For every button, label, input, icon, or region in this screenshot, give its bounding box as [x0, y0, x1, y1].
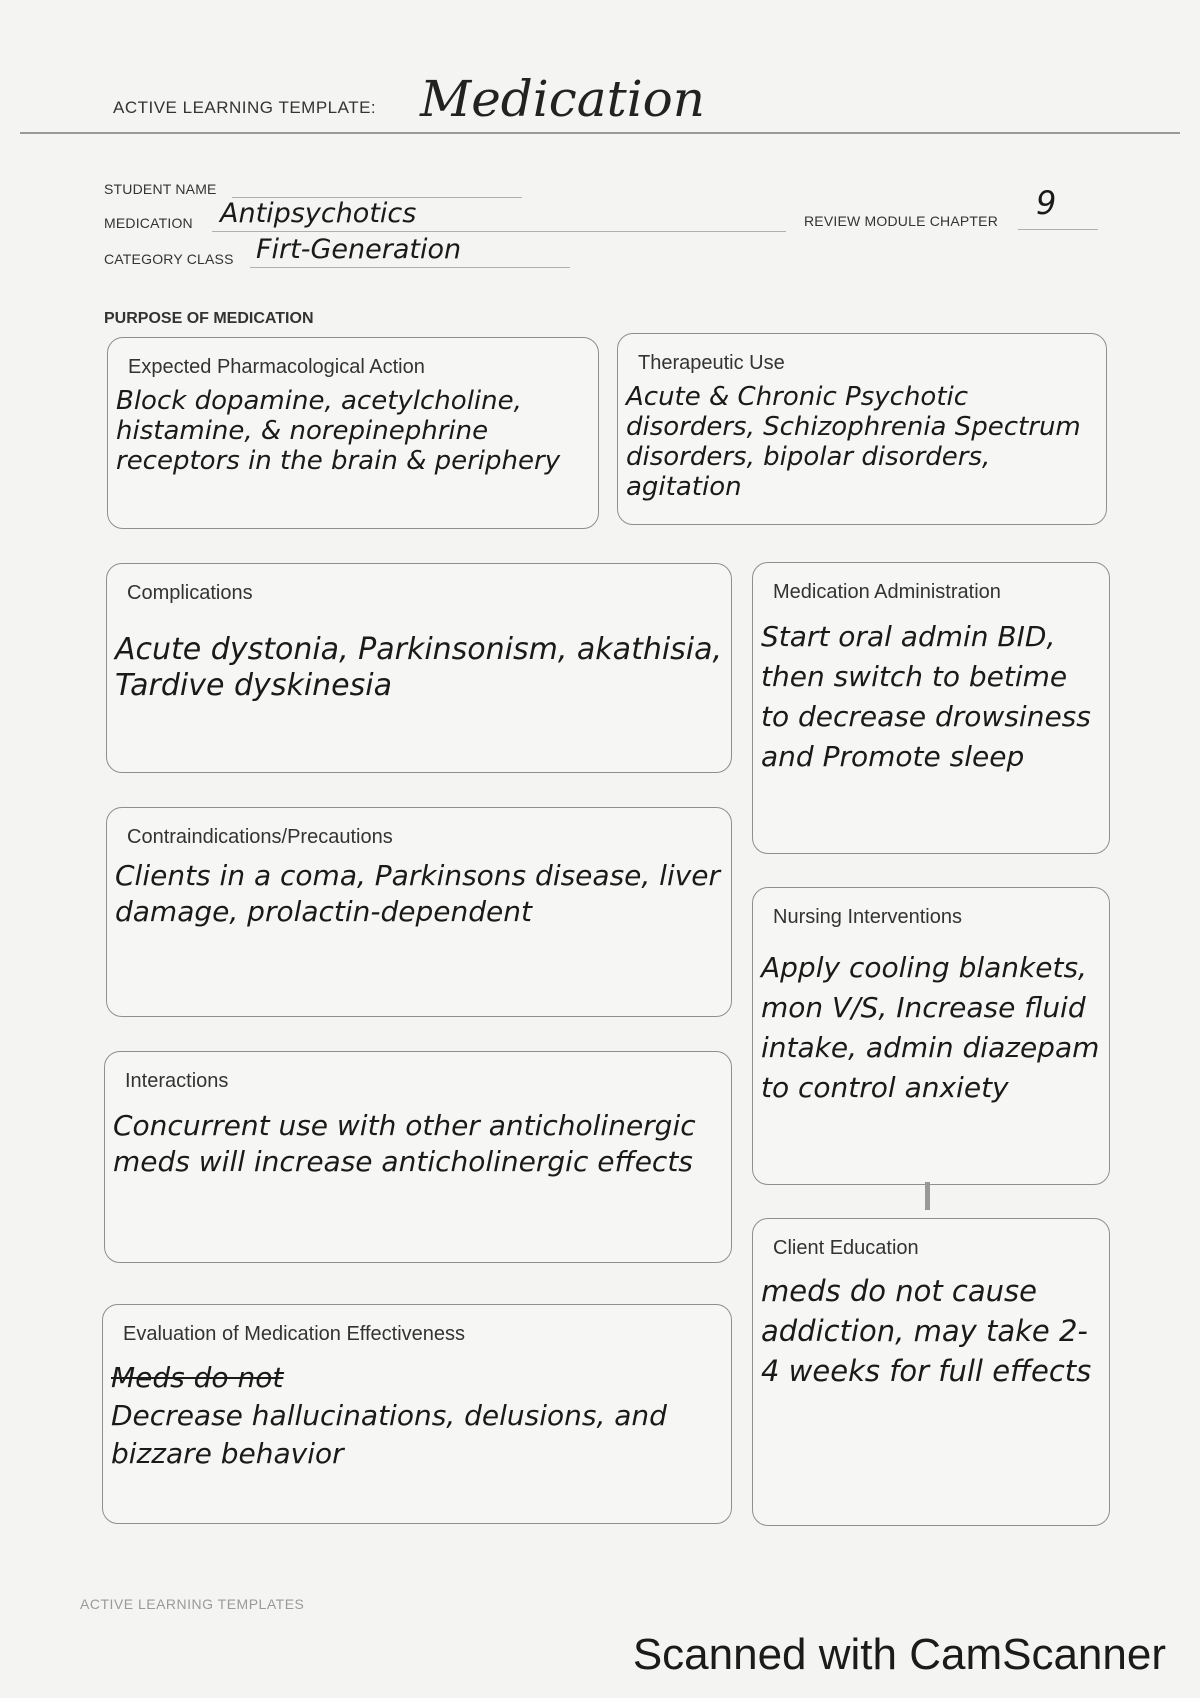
- pharm-action-box: [107, 337, 599, 529]
- complications-title: Complications: [127, 582, 253, 604]
- client-education-text: meds do not cause addiction, may take 2-4 weeks for full effects: [761, 1274, 1092, 1388]
- template-footer-mark: ACTIVE LEARNING TEMPLATES: [80, 1596, 305, 1612]
- administration-title: Medication Administration: [773, 581, 1001, 603]
- purpose-heading: PURPOSE OF MEDICATION: [104, 310, 314, 327]
- medication-value: Antipsychotics: [220, 198, 417, 229]
- contraindications-box: [106, 807, 732, 1017]
- evaluation-content: [111, 1359, 725, 1473]
- contraindications-text: Clients in a coma, Parkinsons disease, liver damage, prolactin-dependent: [115, 859, 721, 928]
- complications-box: [106, 563, 732, 773]
- client-education-title: Client Education: [773, 1237, 919, 1259]
- pharm-action-text: Block dopamine, acetylcholine, histamine, & norepinephrine receptors in the brain & periphery: [116, 386, 561, 476]
- therapeutic-use-title: Therapeutic Use: [638, 352, 785, 374]
- therapeutic-use-box: [617, 333, 1107, 525]
- evaluation-box: [102, 1304, 732, 1524]
- nursing-interventions-text: Apply cooling blankets, mon V/S, Increase fluid intake, admin diazepam to control anxiety: [761, 951, 1100, 1104]
- template-label: ACTIVE LEARNING TEMPLATE:: [113, 98, 377, 117]
- student-name-label: STUDENT NAME: [104, 181, 217, 197]
- complications-text: Acute dystonia, Parkinsonism, akathisia, Tardive dyskinesia: [115, 632, 723, 703]
- administration-text: Start oral admin BID, then switch to betime to decrease drowsiness and Promote sleep: [761, 620, 1091, 773]
- administration-box: [752, 562, 1110, 854]
- category-label: CATEGORY CLASS: [104, 251, 234, 267]
- pharm-action-title: Expected Pharmacological Action: [128, 356, 425, 378]
- evaluation-text: Decrease hallucinations, delusions, and bizzare behavior: [111, 1399, 667, 1470]
- medication-label: MEDICATION: [104, 215, 193, 231]
- category-value: Firt-Generation: [256, 234, 462, 265]
- evaluation-struck-text: Meds do not: [111, 1361, 284, 1394]
- evaluation-title: Evaluation of Medication Effectiveness: [123, 1323, 466, 1345]
- chapter-value: 9: [1036, 184, 1057, 222]
- contraindications-title: Contraindications/Precautions: [127, 826, 393, 848]
- interactions-box: [104, 1051, 732, 1263]
- chapter-label: REVIEW MODULE CHAPTER: [804, 213, 998, 229]
- scanner-watermark: Scanned with CamScanner: [632, 1630, 1166, 1679]
- box-connector: [925, 1182, 930, 1210]
- header-divider: [20, 132, 1180, 134]
- client-education-box: [752, 1218, 1110, 1526]
- template-title: Medication: [420, 70, 705, 128]
- medication-line: [212, 231, 786, 232]
- nursing-interventions-title: Nursing Interventions: [773, 906, 962, 928]
- interactions-title: Interactions: [125, 1070, 229, 1092]
- chapter-line: [1018, 229, 1098, 230]
- interactions-text: Concurrent use with other anticholinergic meds will increase anticholinergic effects: [113, 1109, 696, 1178]
- nursing-interventions-box: [752, 887, 1110, 1185]
- therapeutic-use-text: Acute & Chronic Psychotic disorders, Schizophrenia Spectrum disorders, bipolar disorders, agitation: [626, 382, 1081, 502]
- category-line: [250, 267, 570, 268]
